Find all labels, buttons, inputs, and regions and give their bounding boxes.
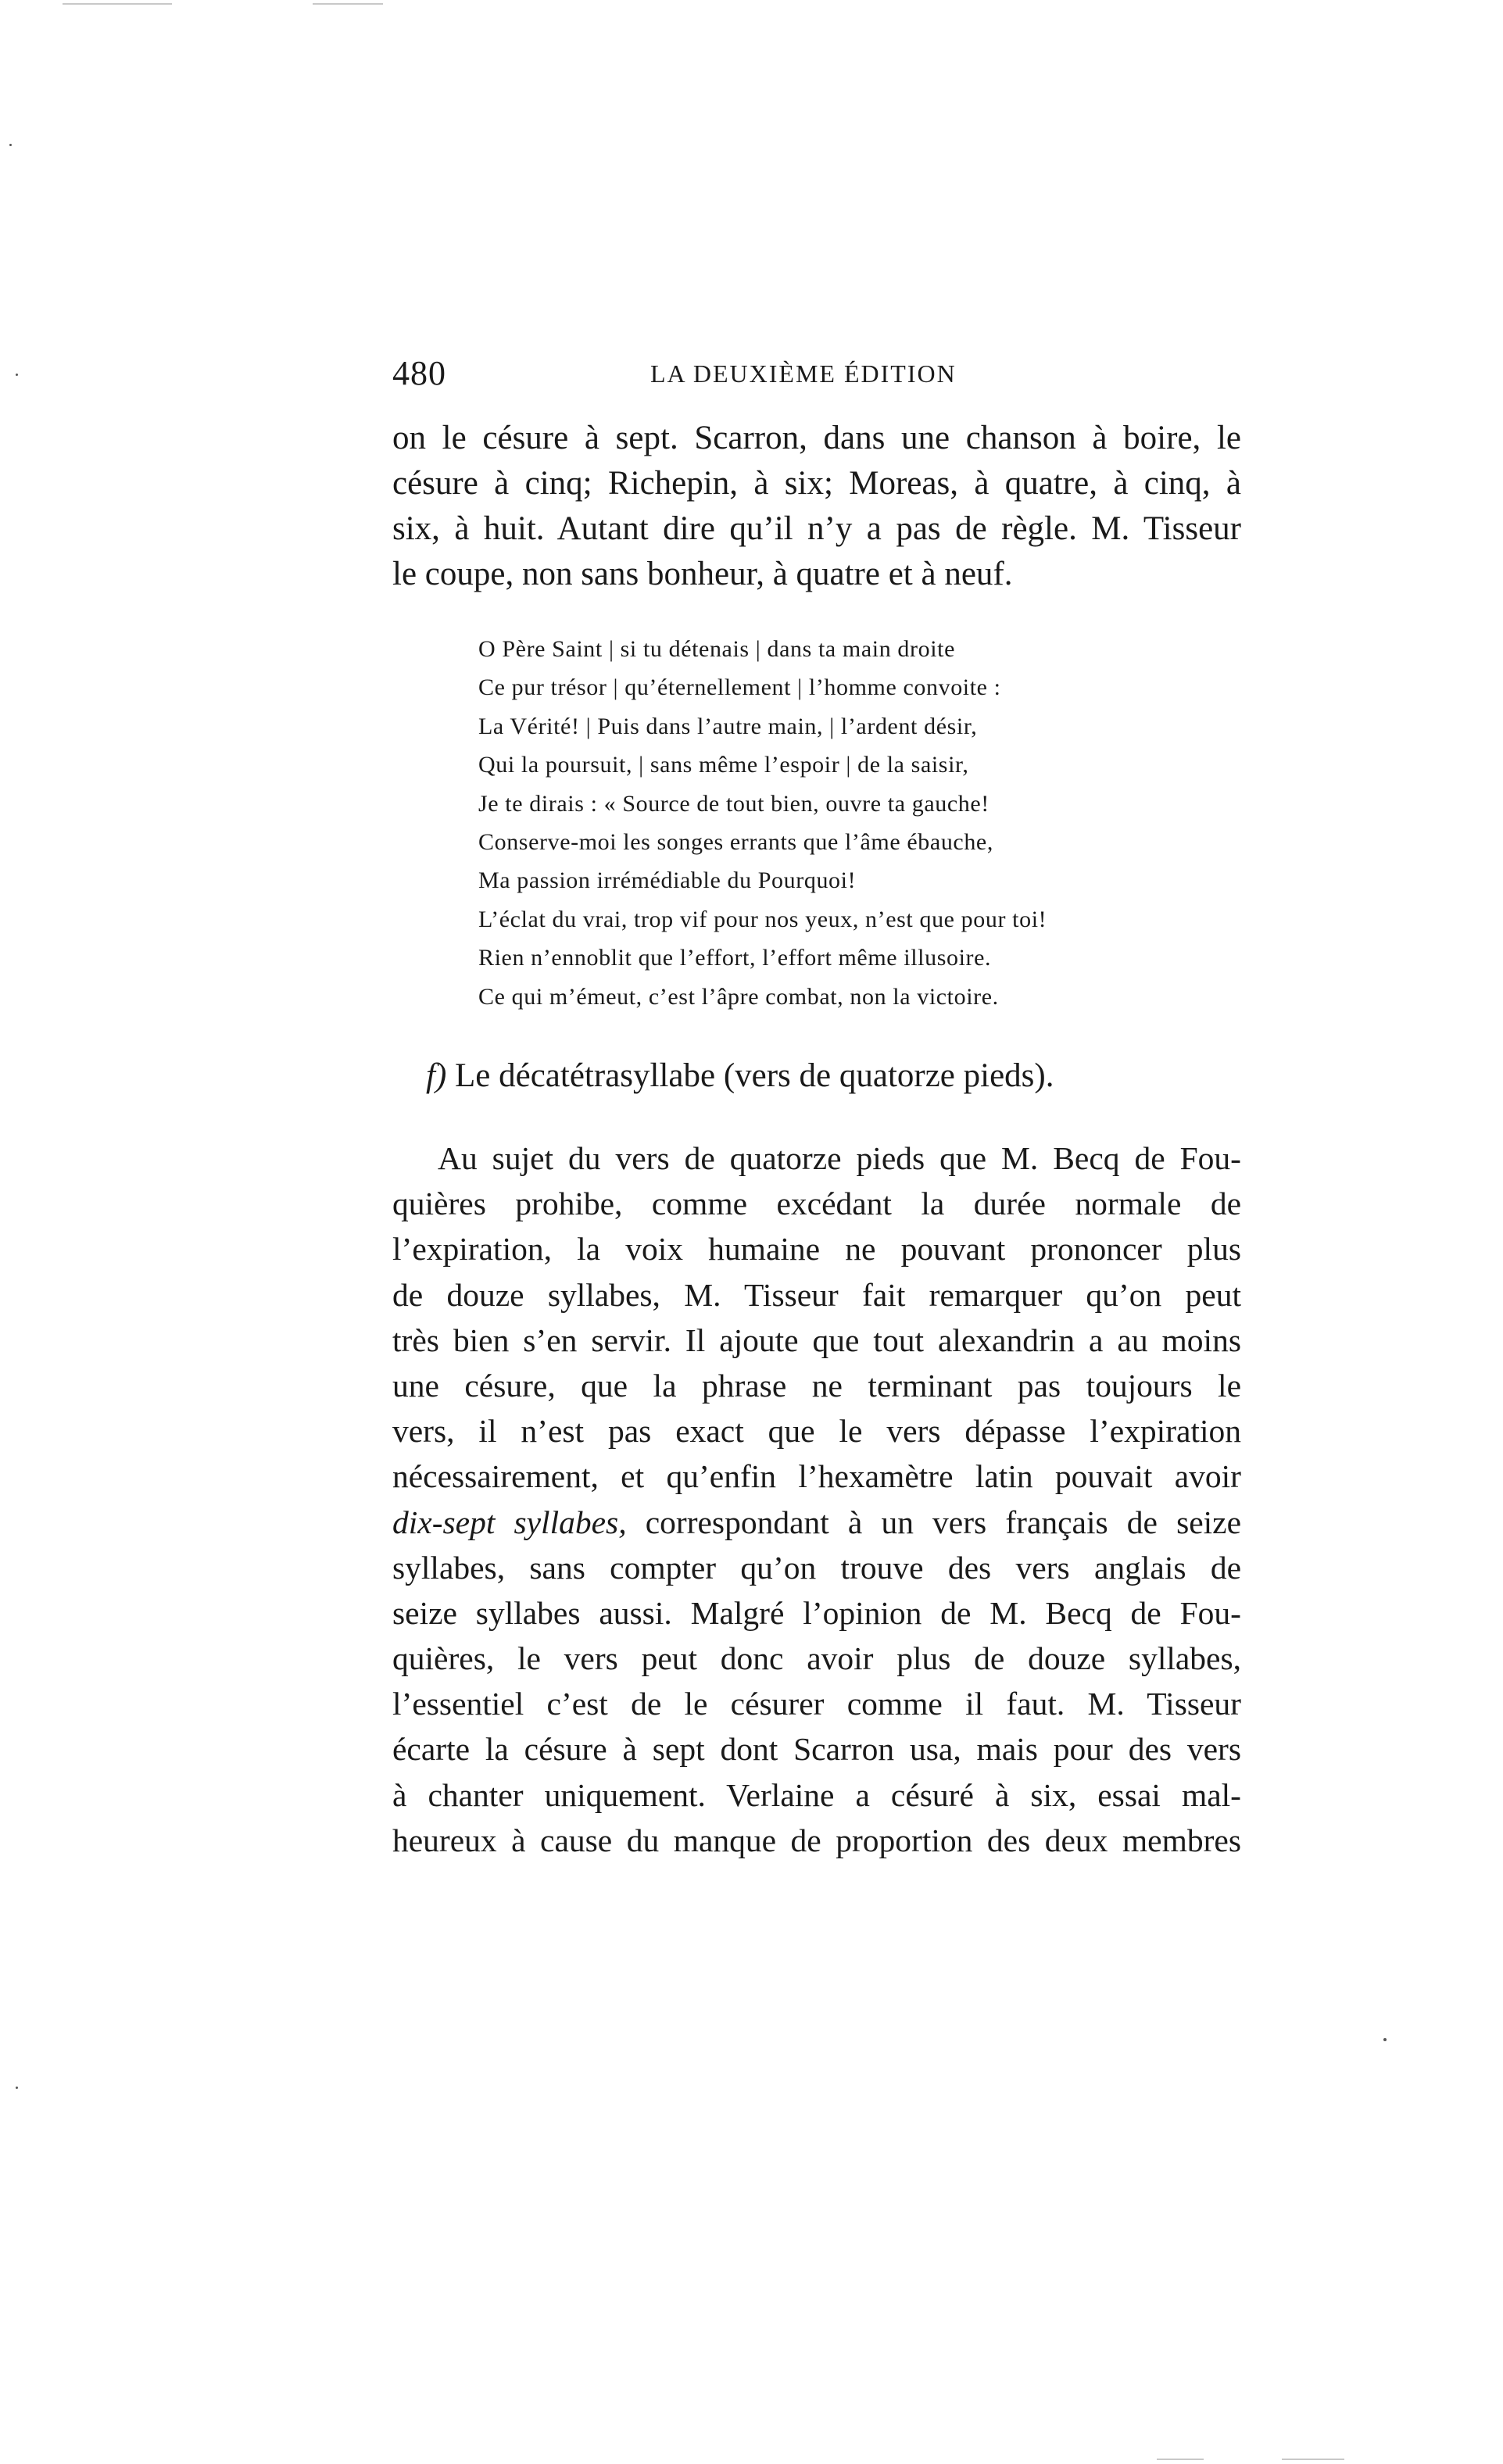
text-line: écarte la césure à sept dont Scarron usa, mais pour des vers: [392, 1731, 1241, 1768]
main-paragraph: [392, 1135, 1241, 1863]
text-line: on le césure à sept. Scarron, dans une chanson à boire, le: [392, 420, 1241, 456]
text-line: l’expiration, la voix humaine ne pouvant prononcer plus: [392, 1231, 1241, 1268]
verse-line: Je te dirais : « Source de tout bien, ouvre ta gauche!: [478, 790, 989, 817]
verse-line: O Père Saint | si tu détenais | dans ta main droite: [478, 636, 955, 662]
text-line: césure à cinq; Richepin, à six; Moreas, à quatre, à cinq, à: [392, 465, 1241, 502]
verse-quotation: [478, 630, 1260, 1016]
text-line: Au sujet du vers de quatorze pieds que M. Becq de Fou-: [438, 1140, 1241, 1176]
verse-line: La Vérité! | Puis dans l’autre main, | l’ardent désir,: [478, 713, 978, 739]
text-line: l’essentiel c’est de le césurer comme il faut. M. Tisseur: [392, 1686, 1241, 1722]
scan-edge-mark: [63, 3, 172, 5]
scan-edge-mark: [313, 3, 383, 5]
scan-edge-mark: [1157, 2459, 1204, 2460]
verse-line: L’éclat du vrai, trop vif pour nos yeux, n’est que pour toi!: [478, 906, 1047, 932]
running-head: LA DEUXIÈME ÉDITION: [650, 359, 957, 388]
text-line: heureux à cause du manque de proportion des deux membres: [392, 1822, 1241, 1858]
paper-speck: [16, 2087, 18, 2089]
paper-speck: [16, 374, 18, 376]
text-line: quières, le vers peut donc avoir plus de douze syllabes,: [392, 1640, 1241, 1677]
verse-line: Ma passion irrémédiable du Pourquoi!: [478, 867, 857, 894]
text-line: syllabes, sans compter qu’on trouve des vers anglais de: [392, 1549, 1241, 1586]
text-line: très bien s’en servir. Il ajoute que tout alexandrin a au moins: [392, 1321, 1241, 1358]
verse-line: Ce qui m’émeut, c’est l’âpre combat, non la victoire.: [478, 983, 999, 1010]
page-header: [392, 353, 1252, 400]
text-line: seize syllabes aussi. Malgré l’opinion de M. Becq de Fou-: [392, 1594, 1241, 1631]
paper-speck: [1383, 2038, 1387, 2041]
paper-speck: [9, 144, 12, 146]
line-remainder: correspondant à un vers français de seize: [626, 1504, 1242, 1540]
text-line: une césure, que la phrase ne terminant pas toujours le: [392, 1367, 1241, 1404]
intro-paragraph: [392, 416, 1241, 597]
text-line: quières prohibe, comme excédant la durée normale de: [392, 1186, 1241, 1222]
italic-phrase: dix-sept syllabes,: [392, 1504, 627, 1540]
verse-line: Qui la poursuit, | sans même l’espoir | de la saisir,: [478, 752, 969, 778]
subheading-text: Le décatétrasyllabe (vers de quatorze pieds).: [455, 1057, 1054, 1094]
text-line: de douze syllabes, M. Tisseur fait remarquer qu’on peut: [392, 1276, 1241, 1313]
subheading-letter: f): [426, 1057, 447, 1094]
verse-line: Rien n’ennoblit que l’effort, l’effort même illusoire.: [478, 945, 992, 971]
verse-line: Ce pur trésor | qu’éternellement | l’homme convoite :: [478, 674, 1001, 701]
scan-edge-mark: [1282, 2459, 1344, 2460]
verse-line: Conserve-moi les songes errants que l’âme ébauche,: [478, 828, 993, 855]
page-number: 480: [392, 354, 446, 392]
text-line: à chanter uniquement. Verlaine a césuré à six, essai mal-: [392, 1776, 1241, 1813]
text-line: six, à huit. Autant dire qu’il n’y a pas de règle. M. Tisseur: [392, 510, 1241, 547]
text-line: le coupe, non sans bonheur, à quatre et à neuf.: [392, 556, 1013, 592]
text-line-with-italic: [392, 1500, 1241, 1545]
text-line: nécessairement, et qu’enfin l’hexamètre latin pouvait avoir: [392, 1458, 1241, 1495]
section-subheading: [426, 1057, 1054, 1095]
text-line: vers, il n’est pas exact que le vers dépasse l’expiration: [392, 1413, 1241, 1450]
